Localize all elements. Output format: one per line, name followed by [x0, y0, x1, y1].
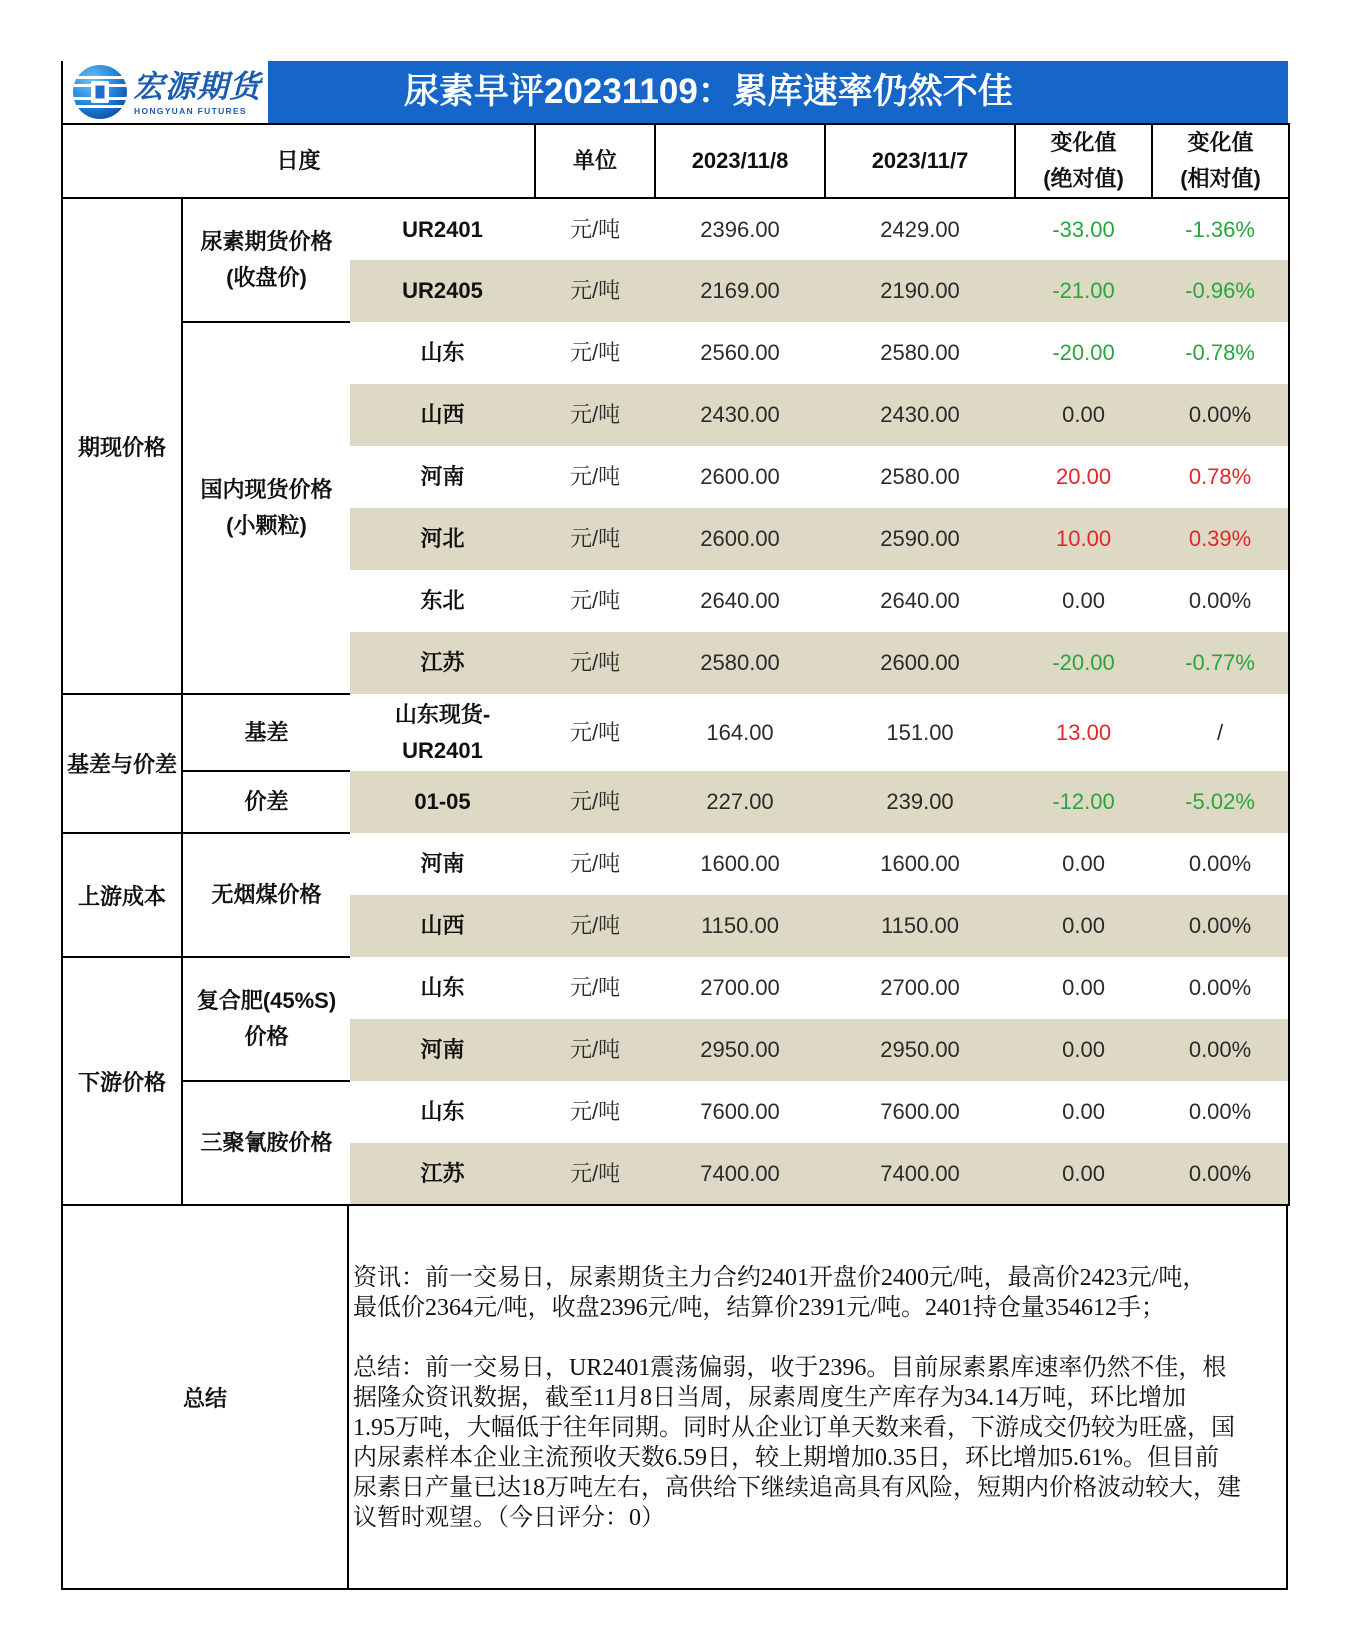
- subcategory-label: 尿素期货价格: [200, 229, 333, 254]
- item-name: 河南: [420, 1037, 465, 1062]
- change-relative-cell: -0.77%: [1152, 632, 1289, 694]
- change-absolute-cell: 0.00: [1062, 975, 1105, 1000]
- value-current-cell: 2430.00: [655, 384, 825, 446]
- subcategory-cell: [182, 694, 350, 771]
- item-name: 河北: [420, 526, 465, 551]
- unit-cell: 元/吨: [569, 464, 621, 489]
- summary-line: 据隆众资讯数据，截至11月8日当周，尿素周度生产库存为34.14万吨，环比增加: [353, 1385, 1187, 1411]
- change-relative-cell: 0.00%: [1152, 1019, 1289, 1081]
- value-current-cell: 7400.00: [655, 1143, 825, 1205]
- item-name: 山东: [420, 975, 465, 1000]
- unit-cell: 元/吨: [569, 1099, 621, 1124]
- value-previous-cell: 2640.00: [880, 588, 960, 613]
- column-header-change-absolute: [1015, 124, 1152, 198]
- unit-cell: 元/吨: [535, 384, 655, 446]
- value-current-cell: 2700.00: [700, 975, 780, 1000]
- unit-cell: 元/吨: [569, 340, 621, 365]
- unit-cell: 元/吨: [535, 260, 655, 322]
- change-relative-cell: 0.00%: [1152, 384, 1289, 446]
- table-row: [62, 771, 1289, 833]
- item-name: 山西: [420, 913, 465, 938]
- value-previous-cell: 2600.00: [825, 632, 1015, 694]
- change-absolute-cell: -33.00: [1052, 216, 1115, 242]
- column-header-frequency: 日度: [62, 124, 535, 198]
- subcategory-cell: [182, 771, 350, 833]
- change-absolute-cell: -12.00: [1015, 771, 1152, 833]
- company-logo: [61, 61, 268, 123]
- report-title: 尿素早评20231109：累库速率仍然不佳: [268, 61, 1288, 123]
- item-name: UR2401: [402, 216, 483, 242]
- item-name: 东北: [420, 588, 465, 613]
- category-label: 期现价格: [77, 434, 166, 460]
- change-absolute-cell: -20.00: [1015, 632, 1152, 694]
- summary-section: [61, 1206, 1288, 1590]
- unit-cell: 元/吨: [569, 588, 621, 613]
- change-relative-cell: -0.96%: [1152, 260, 1289, 322]
- summary-line: 1.95万吨，大幅低于往年同期。同时从企业订单天数来看，下游成交仍较为旺盛，国: [353, 1415, 1235, 1441]
- item-name: 江苏: [420, 650, 465, 675]
- value-previous-cell: 7600.00: [880, 1099, 960, 1124]
- logo-company-name-en: HONGYUAN FUTURES: [134, 106, 247, 116]
- summary-paragraph: [353, 1353, 1286, 1533]
- value-current-cell: 2640.00: [700, 588, 780, 613]
- item-name-cell: [350, 508, 535, 570]
- unit-cell: 元/吨: [569, 851, 621, 876]
- item-name: 01-05: [414, 789, 471, 814]
- summary-line: 资讯：前一交易日，尿素期货主力合约2401开盘价2400元/吨，最高价2423元/吨，: [353, 1265, 1207, 1291]
- item-name-cell: [350, 198, 535, 260]
- value-previous-cell: 2580.00: [880, 464, 960, 489]
- value-previous-cell: 2190.00: [825, 260, 1015, 322]
- summary-line: 总结：前一交易日，UR2401震荡偏弱，收于2396。目前尿素累库速率仍然不佳，根: [353, 1355, 1227, 1381]
- change-absolute-cell: 0.00: [1015, 895, 1152, 957]
- value-current-cell: 2600.00: [655, 508, 825, 570]
- change-relative-cell: 0.39%: [1152, 508, 1289, 570]
- header-line: (相对值): [1180, 166, 1261, 191]
- change-absolute-cell: 0.00: [1062, 588, 1105, 613]
- change-absolute-cell: 20.00: [1056, 464, 1112, 489]
- price-table-body: [62, 198, 1289, 1205]
- change-absolute-cell: -20.00: [1052, 340, 1115, 365]
- summary-paragraph: [353, 1263, 1286, 1323]
- subcategory-cell: [182, 1081, 350, 1205]
- category-label: 上游成本: [77, 883, 166, 909]
- unit-cell: 元/吨: [535, 895, 655, 957]
- item-name-cell: [350, 1081, 535, 1143]
- value-current-cell: 227.00: [655, 771, 825, 833]
- item-name-cell: [350, 895, 535, 957]
- change-relative-cell: -0.78%: [1152, 322, 1289, 384]
- subcategory-label: 价格: [244, 1024, 289, 1049]
- unit-cell: 元/吨: [569, 975, 621, 1000]
- column-header-change-relative: [1152, 124, 1289, 198]
- item-name-cell: [350, 957, 535, 1019]
- unit-cell: 元/吨: [569, 216, 621, 242]
- header-line: 变化值: [1050, 130, 1117, 155]
- item-name-cell: [350, 1143, 535, 1205]
- value-previous-cell: 2700.00: [880, 975, 960, 1000]
- item-name-cell: [350, 260, 535, 322]
- item-name-cell: [350, 771, 535, 833]
- change-absolute-cell: 0.00: [1015, 384, 1152, 446]
- subcategory-cell: [182, 957, 350, 1081]
- value-previous-cell: 239.00: [825, 771, 1015, 833]
- summary-line: 内尿素样本企业主流预收天数6.59日，较上期增加0.35日，环比增加5.61%。但目前: [353, 1445, 1219, 1471]
- value-previous-cell: 151.00: [886, 719, 954, 745]
- change-absolute-cell: 13.00: [1056, 719, 1112, 745]
- logo-company-name: 宏源期货: [133, 69, 261, 104]
- value-current-cell: 1150.00: [655, 895, 825, 957]
- item-name-cell: [350, 570, 535, 632]
- change-absolute-cell: 10.00: [1015, 508, 1152, 570]
- category-label: 下游价格: [77, 1069, 166, 1095]
- summary-line: 尿素日产量已达18万吨左右，高供给下继续追高具有风险，短期内价格波动较大，建: [353, 1475, 1241, 1501]
- value-current-cell: 7600.00: [700, 1099, 780, 1124]
- item-name-cell: [350, 632, 535, 694]
- item-name: 山西: [420, 402, 465, 427]
- subcategory-label: (小颗粒): [226, 513, 307, 538]
- item-name-cell: [350, 322, 535, 384]
- change-relative-cell: -1.36%: [1152, 198, 1289, 260]
- change-relative-cell: -5.02%: [1152, 771, 1289, 833]
- change-relative-cell: 0.00%: [1152, 570, 1289, 632]
- value-current-cell: 2600.00: [700, 464, 780, 489]
- item-name: UR2401: [402, 737, 483, 763]
- category-cell: [62, 198, 182, 694]
- title-bar: [61, 61, 1288, 123]
- value-current-cell: 1600.00: [700, 851, 780, 876]
- value-previous-cell: 2590.00: [825, 508, 1015, 570]
- globe-logo-icon: [72, 64, 128, 120]
- value-current-cell: 2169.00: [655, 260, 825, 322]
- value-previous-cell: 2429.00: [880, 216, 960, 242]
- summary-line: 议暂时观望。（今日评分：0）: [353, 1505, 665, 1531]
- unit-cell: 元/吨: [569, 719, 621, 745]
- report-sheet: [61, 61, 1288, 1590]
- price-table: [61, 123, 1290, 1206]
- change-absolute-cell: 0.00: [1062, 851, 1105, 876]
- change-relative-cell: 0.78%: [1152, 446, 1289, 508]
- item-name-cell: [350, 694, 535, 771]
- change-absolute-cell: -21.00: [1015, 260, 1152, 322]
- item-name: 江苏: [420, 1160, 465, 1186]
- value-previous-cell: 1600.00: [880, 851, 960, 876]
- subcategory-label: 三聚氰胺价格: [200, 1130, 333, 1155]
- item-name: UR2405: [402, 278, 483, 303]
- summary-label: 总结: [63, 1206, 349, 1588]
- subcategory-cell: [182, 833, 350, 957]
- subcategory-label: 基差: [244, 719, 289, 745]
- category-label: 基差与价差: [66, 752, 177, 777]
- unit-cell: 元/吨: [535, 1143, 655, 1205]
- item-name-cell: [350, 1019, 535, 1081]
- subcategory-cell: [182, 198, 350, 322]
- subcategory-label: 价差: [244, 789, 289, 814]
- column-header-unit: 单位: [535, 124, 655, 198]
- category-cell: [62, 957, 182, 1205]
- column-header-row: [62, 124, 1289, 198]
- change-relative-cell: 0.00%: [1152, 957, 1289, 1019]
- change-relative-cell: 0.00%: [1152, 895, 1289, 957]
- value-previous-cell: 1150.00: [825, 895, 1015, 957]
- column-header-date-current: 2023/11/8: [655, 124, 825, 198]
- table-row: [62, 957, 1289, 1019]
- item-name: 河南: [420, 464, 465, 489]
- change-relative-cell: 0.00%: [1152, 833, 1289, 895]
- change-relative-cell: 0.00%: [1152, 1081, 1289, 1143]
- table-row: [62, 198, 1289, 260]
- change-absolute-cell: 0.00: [1015, 1019, 1152, 1081]
- change-relative-cell: 0.00%: [1152, 1143, 1289, 1205]
- column-header-date-previous: 2023/11/7: [825, 124, 1015, 198]
- item-name-cell: [350, 384, 535, 446]
- table-row: [62, 1081, 1289, 1143]
- value-current-cell: 2580.00: [655, 632, 825, 694]
- subcategory-label: 复合肥(45%S): [196, 988, 337, 1013]
- header-line: (绝对值): [1043, 166, 1124, 191]
- value-previous-cell: 2950.00: [825, 1019, 1015, 1081]
- item-name-cell: [350, 833, 535, 895]
- summary-line: 最低价2364元/吨，收盘2396元/吨，结算价2391元/吨。2401持仓量354612手；: [353, 1295, 1166, 1321]
- item-name: 山东现货-: [394, 701, 491, 727]
- table-row: [62, 322, 1289, 384]
- change-absolute-cell: 0.00: [1015, 1143, 1152, 1205]
- value-previous-cell: 2580.00: [880, 340, 960, 365]
- subcategory-label: (收盘价): [226, 265, 307, 290]
- table-row: [62, 833, 1289, 895]
- value-current-cell: 164.00: [706, 719, 774, 745]
- subcategory-label: 无烟煤价格: [211, 882, 322, 907]
- change-absolute-cell: 0.00: [1062, 1099, 1105, 1124]
- category-cell: [62, 694, 182, 833]
- category-cell: [62, 833, 182, 957]
- table-row: [62, 694, 1289, 771]
- unit-cell: 元/吨: [535, 632, 655, 694]
- unit-cell: 元/吨: [535, 508, 655, 570]
- summary-text: [349, 1206, 1286, 1588]
- item-name-cell: [350, 446, 535, 508]
- unit-cell: 元/吨: [535, 1019, 655, 1081]
- value-current-cell: 2396.00: [700, 216, 780, 242]
- header-line: 变化值: [1187, 130, 1254, 155]
- value-previous-cell: 2430.00: [825, 384, 1015, 446]
- unit-cell: 元/吨: [535, 771, 655, 833]
- value-current-cell: 2560.00: [700, 340, 780, 365]
- item-name: 山东: [420, 1099, 465, 1124]
- value-previous-cell: 7400.00: [825, 1143, 1015, 1205]
- subcategory-cell: [182, 322, 350, 694]
- value-current-cell: 2950.00: [655, 1019, 825, 1081]
- item-name: 河南: [420, 851, 465, 876]
- item-name: 山东: [420, 340, 465, 365]
- subcategory-label: 国内现货价格: [200, 477, 333, 502]
- change-relative-cell: /: [1152, 694, 1289, 771]
